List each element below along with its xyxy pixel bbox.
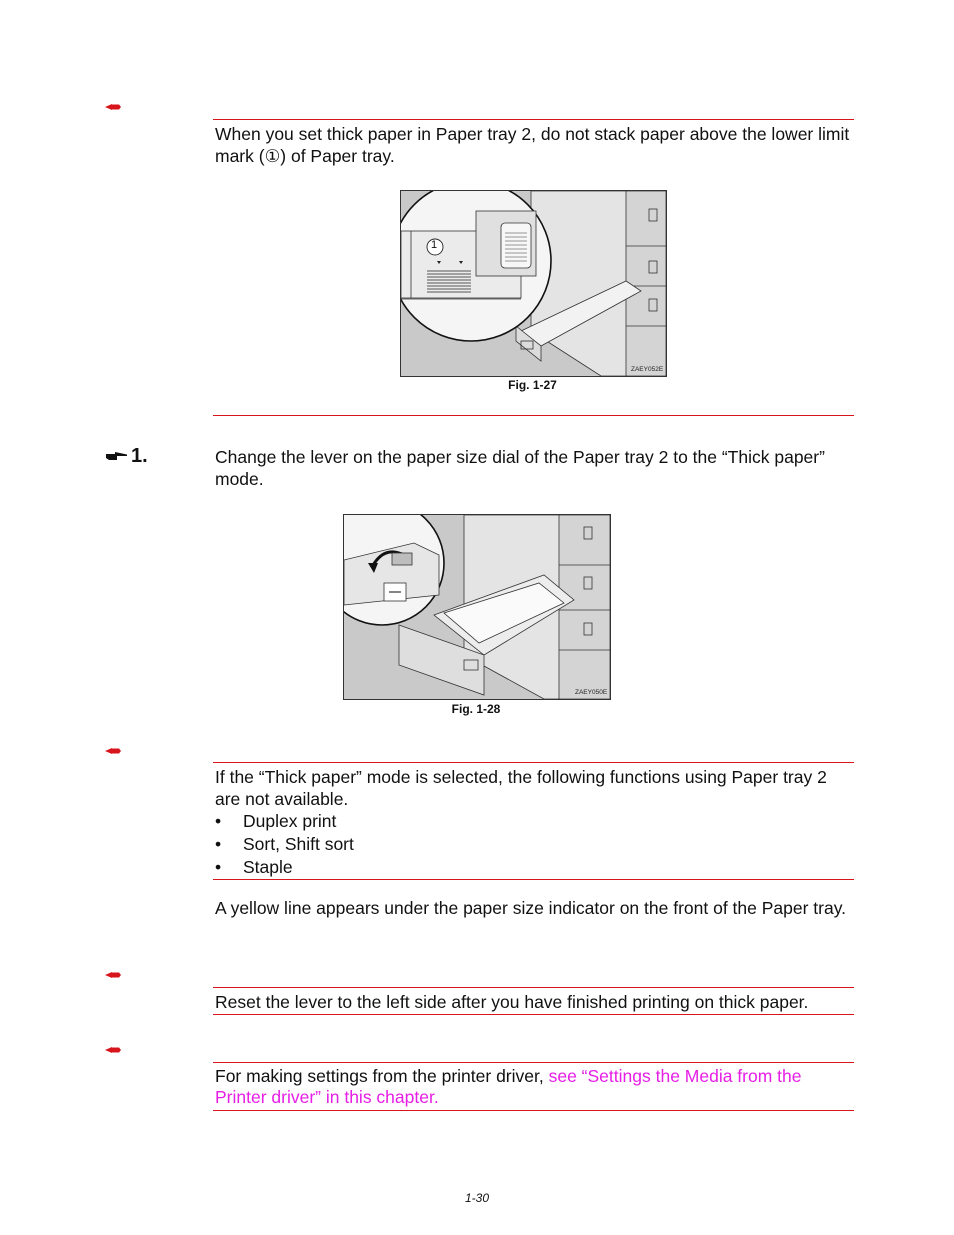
step-number: 1. bbox=[131, 445, 148, 467]
note3-bottom-rule bbox=[213, 1014, 854, 1015]
note4-text-before: For making settings from the printer driver, bbox=[215, 1066, 549, 1086]
note4-top-rule bbox=[213, 1062, 854, 1063]
step1-text: Change the lever on the paper size dial of the Paper tray 2 to the “Thick paper” mode. bbox=[215, 447, 825, 489]
note2-bottom-rule bbox=[213, 879, 854, 880]
list-item: • Staple bbox=[215, 857, 293, 877]
figure-1-27-callout: 1 bbox=[430, 239, 438, 251]
note2-text: If the “Thick paper” mode is selected, the following functions using Paper tray 2 are not available. bbox=[215, 767, 827, 809]
figure-1-28-code: ZAEY050E bbox=[575, 689, 608, 696]
note4-bottom-rule bbox=[213, 1110, 854, 1111]
note-pencil-icon bbox=[104, 746, 122, 756]
note3-top-rule bbox=[213, 987, 854, 988]
note3-text: Reset the lever to the left side after you have finished printing on thick paper. bbox=[215, 992, 809, 1012]
note1-bottom-rule bbox=[213, 415, 854, 416]
figure-1-28-caption: Fig. 1-28 bbox=[451, 702, 501, 716]
figure-1-28-illustration bbox=[343, 514, 611, 700]
list-item-label: Duplex print bbox=[243, 811, 337, 831]
list-item: • Duplex print bbox=[215, 811, 337, 831]
page-number: 1-30 bbox=[464, 1191, 490, 1205]
note4-text bbox=[215, 1066, 855, 1108]
note1-top-rule bbox=[213, 119, 854, 120]
list-item-label: Staple bbox=[243, 857, 293, 877]
list-item: • Sort, Shift sort bbox=[215, 834, 354, 854]
figure-1-27-caption: Fig. 1-27 bbox=[508, 378, 557, 392]
figure-1-27-illustration bbox=[400, 190, 667, 377]
settings-media-link[interactable]: see “Settings the Media from the Printer driver” in this chapter. bbox=[215, 1066, 802, 1107]
note-pencil-icon bbox=[104, 102, 122, 112]
note-pencil-icon bbox=[104, 970, 122, 980]
pointing-hand-icon bbox=[105, 450, 129, 462]
note-pencil-icon bbox=[104, 1045, 122, 1055]
figure-1-27-code: ZAEY052E bbox=[631, 366, 664, 373]
yellow-line-paragraph: A yellow line appears under the paper size indicator on the front of the Paper tray. bbox=[215, 898, 847, 918]
note1-text: When you set thick paper in Paper tray 2, do not stack paper above the lower limit mark (①) of Paper tray. bbox=[215, 124, 850, 166]
list-item-label: Sort, Shift sort bbox=[243, 834, 354, 854]
note2-top-rule bbox=[213, 762, 854, 763]
